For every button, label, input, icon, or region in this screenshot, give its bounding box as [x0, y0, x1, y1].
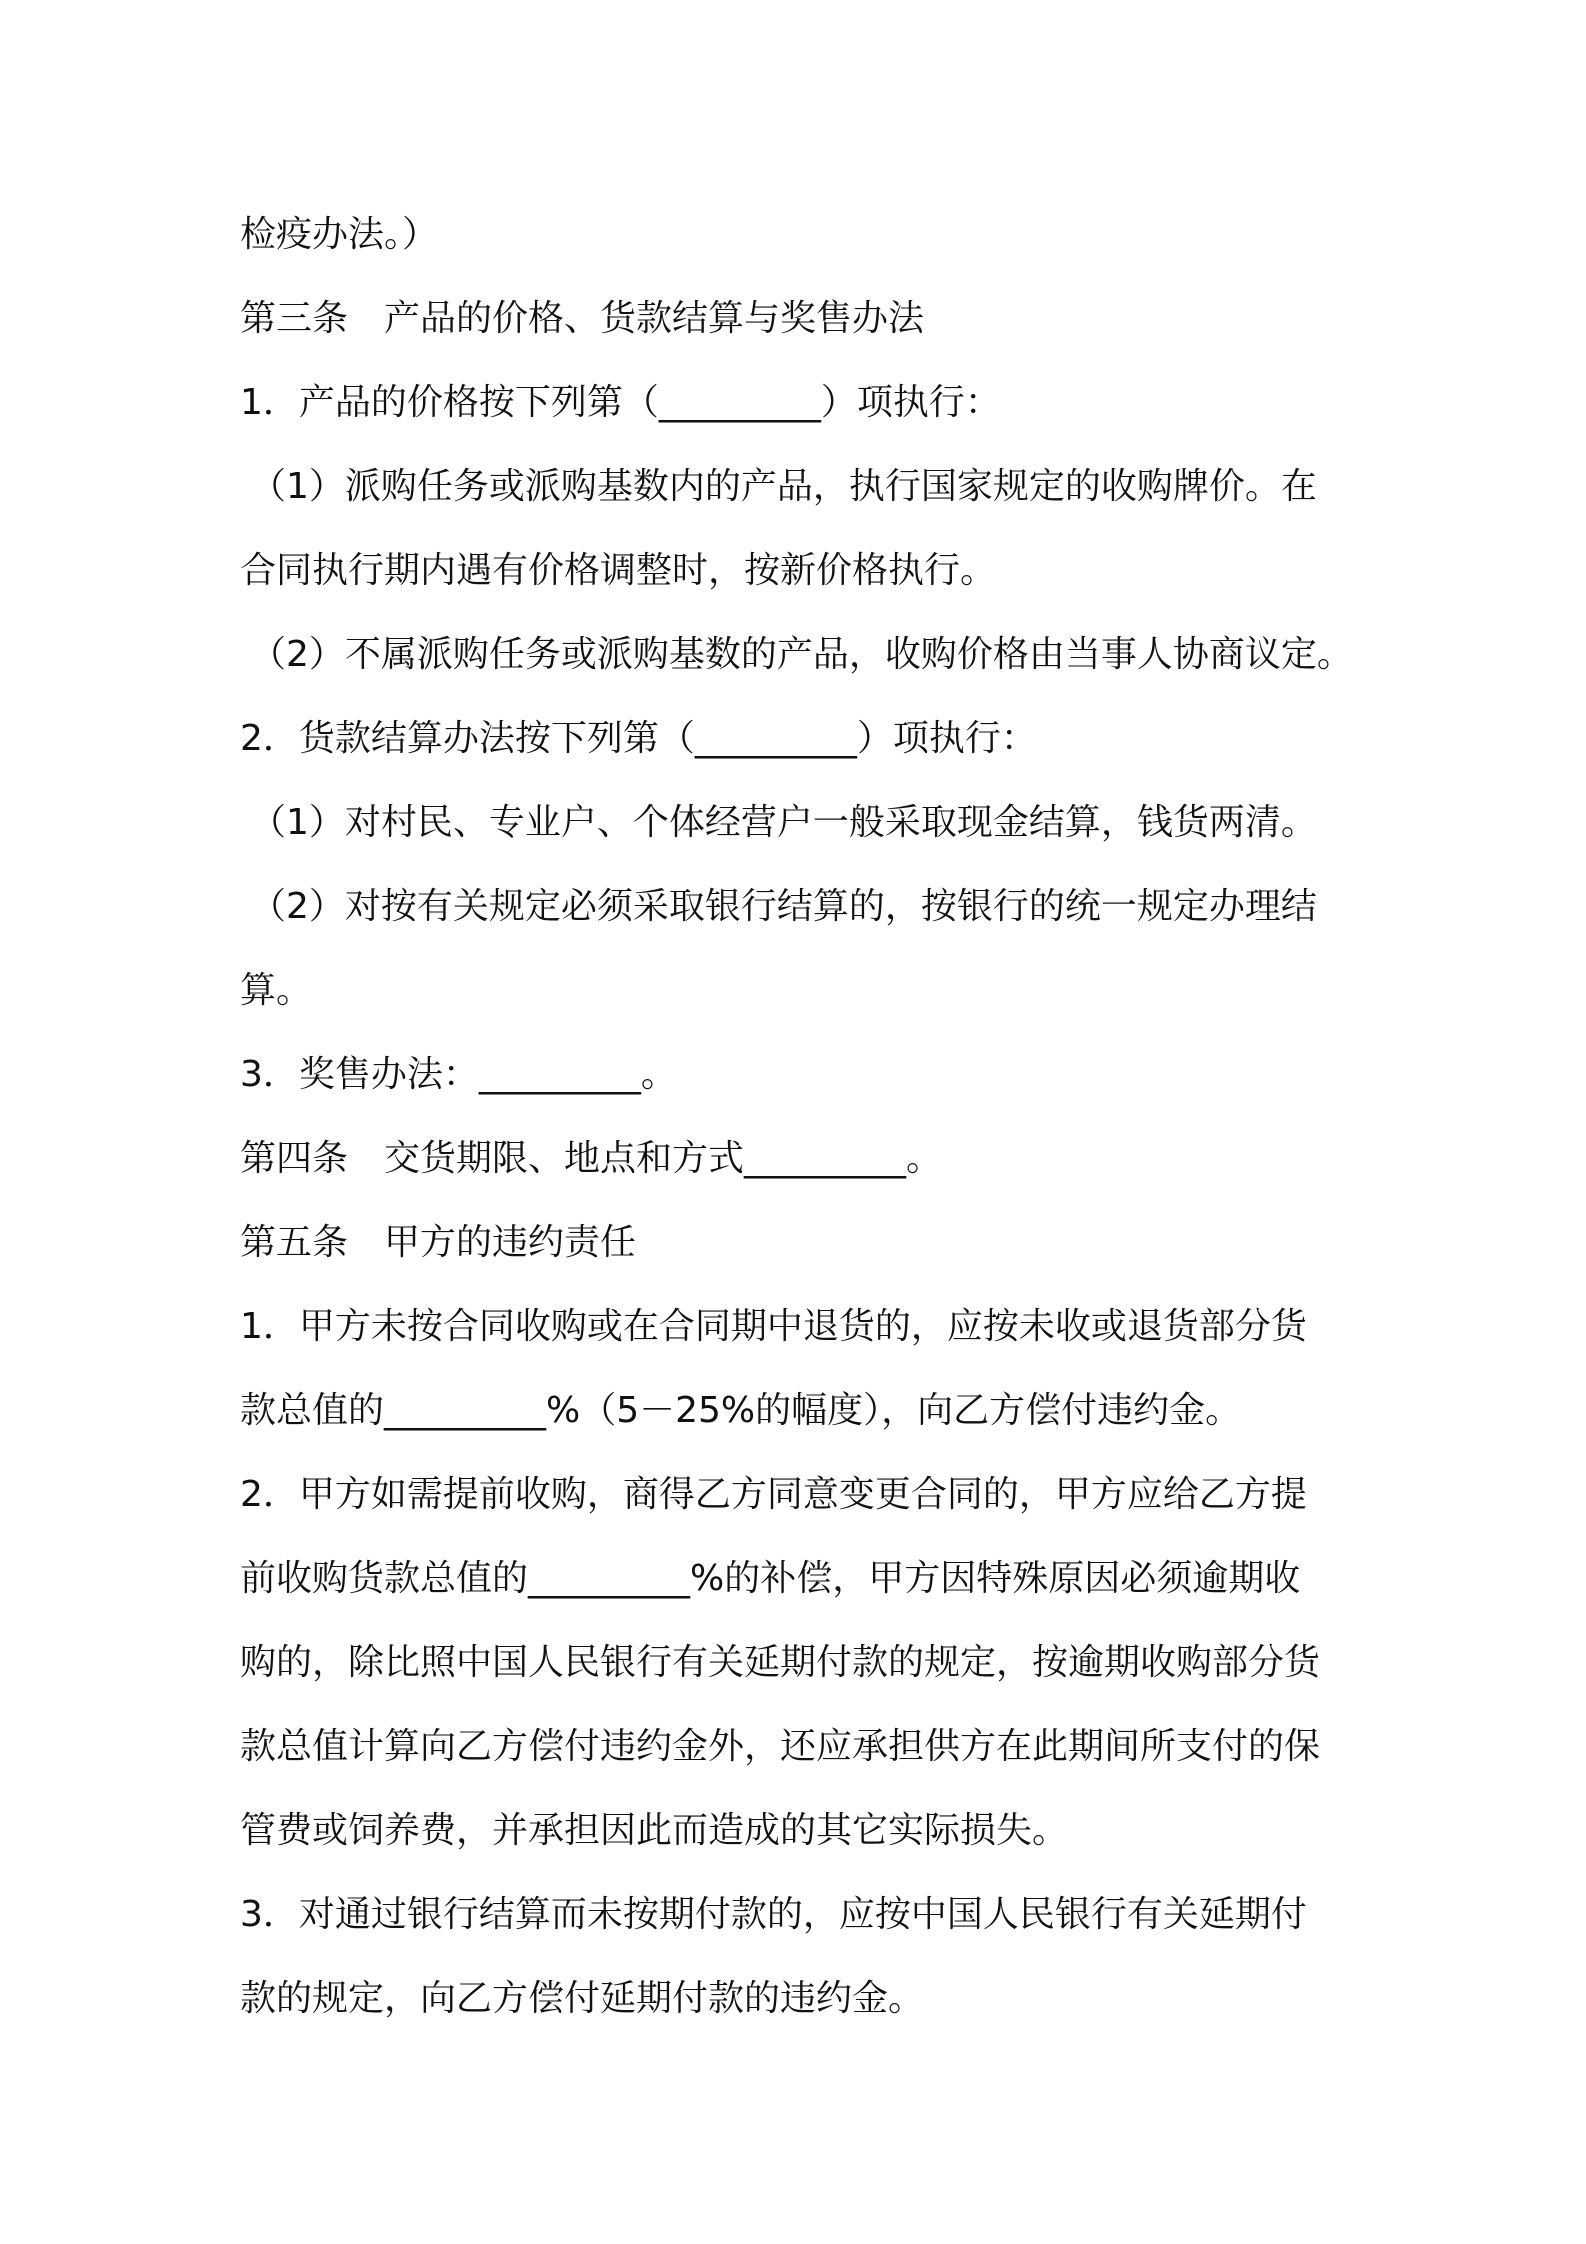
document-body — [240, 193, 1360, 2041]
text-line: 算。 — [240, 970, 313, 1011]
sub-clause-item: （2）不属派购任务或派购基数的产品，收购价格由当事人协商议定。 — [250, 634, 1353, 675]
text-line: 款总值计算向乙方偿付违约金外，还应承担供方在此期间所支付的保 — [240, 1726, 1321, 1767]
article-heading: 第五条 甲方的违约责任 — [240, 1222, 637, 1263]
sub-clause-item: （2）对按有关规定必须采取银行结算的，按银行的统一规定办理结 — [250, 886, 1317, 927]
text-line: 款的规定，向乙方偿付延期付款的违约金。 — [240, 1978, 925, 2019]
text-line: 购的，除比照中国人民银行有关延期付款的规定，按逾期收购部分货 — [240, 1642, 1321, 1683]
clause-item: 1．甲方未按合同收购或在合同期中退货的，应按未收或退货部分货 — [240, 1306, 1307, 1347]
article-heading: 第四条 交货期限、地点和方式_________。 — [240, 1138, 943, 1179]
clause-item: 3．对通过银行结算而未按期付款的，应按中国人民银行有关延期付 — [240, 1894, 1307, 1935]
clause-item: 2．货款结算办法按下列第（_________）项执行： — [240, 718, 1037, 759]
clause-item: 1．产品的价格按下列第（_________）项执行： — [240, 382, 1001, 423]
clause-item: 3．奖售办法：_________。 — [240, 1054, 677, 1095]
clause-item: 2．甲方如需提前收购，商得乙方同意变更合同的，甲方应给乙方提 — [240, 1474, 1307, 1515]
text-line: 款总值的_________%（5－25%的幅度），向乙方偿付违约金。 — [240, 1390, 1242, 1431]
text-line: 检疫办法。） — [240, 214, 439, 255]
sub-clause-item: （1）派购任务或派购基数内的产品，执行国家规定的收购牌价。在 — [250, 466, 1317, 507]
text-line: 前收购货款总值的_________%的补偿，甲方因特殊原因必须逾期收 — [240, 1558, 1301, 1599]
sub-clause-item: （1）对村民、专业户、个体经营户一般采取现金结算，钱货两清。 — [250, 802, 1317, 843]
text-line: 管费或饲养费，并承担因此而造成的其它实际损失。 — [240, 1810, 1069, 1851]
article-heading: 第三条 产品的价格、货款结算与奖售办法 — [240, 298, 925, 339]
text-line: 合同执行期内遇有价格调整时，按新价格执行。 — [240, 550, 997, 591]
